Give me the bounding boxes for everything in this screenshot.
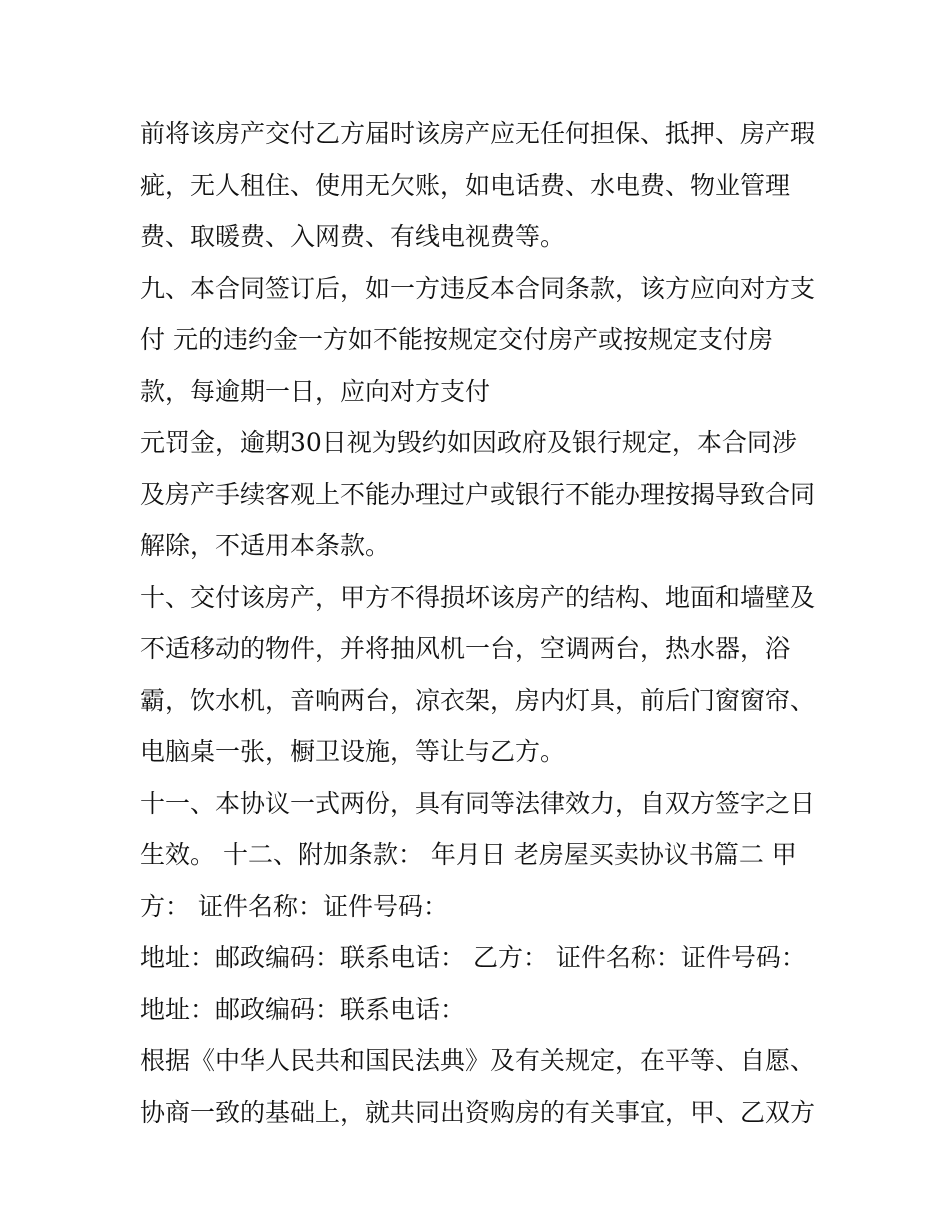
text-line: 疵，无人租住、使用无欠账，如电话费、水电费、物业管理	[140, 170, 791, 200]
text-line: 款，每逾期一日，应向对方支付	[140, 376, 491, 406]
text-line: 方： 证件名称：证件号码：	[140, 891, 448, 921]
text-line: 霸，饮水机，音响两台，凉衣架，房内灯具，前后门窗窗帘、	[140, 685, 816, 715]
text-line: 及房产手续客观上不能办理过户或银行不能办理按揭导致合同	[140, 479, 816, 509]
text-line: 电脑桌一张，橱卫设施，等让与乙方。	[140, 737, 566, 766]
text-line: 解除，不适用本条款。	[140, 531, 391, 560]
text-line: 生效。 十二、附加条款： 年月日 老房屋买卖协议书篇二 甲	[140, 840, 797, 869]
text-line: 地址：邮政编码：联系电话： 乙方： 证件名称：证件号码：	[140, 943, 806, 972]
text-line: 根据《中华人民共和国民法典》及有关规定，在平等、自愿、	[140, 1046, 816, 1075]
document-body	[140, 108, 830, 1138]
text-line: 地址：邮政编码：联系电话：	[140, 994, 466, 1024]
text-line: 协商一致的基础上，就共同出资购房的有关事宜，甲、乙双方	[140, 1097, 816, 1127]
text-line: 前将该房产交付乙方届时该房产应无任何担保、抵押、房产瑕	[140, 119, 816, 148]
text-line: 十、交付该房产，甲方不得损坏该房产的结构、地面和墙壁及	[140, 582, 816, 612]
text-line: 不适移动的物件，并将抽风机一台，空调两台，热水器，浴	[140, 634, 791, 663]
text-line: 九、本合同签订后，如一方违反本合同条款，该方应向对方支	[140, 273, 816, 303]
text-line: 元罚金，逾期30日视为毁约如因政府及银行规定，本合同涉	[140, 428, 797, 457]
text-line: 付 元的违约金一方如不能按规定交付房产或按规定支付房	[140, 325, 773, 354]
text-line: 费、取暖费、入网费、有线电视费等。	[140, 222, 566, 251]
text-line: 十一、本协议一式两份，具有同等法律效力，自双方签字之日	[140, 788, 816, 818]
